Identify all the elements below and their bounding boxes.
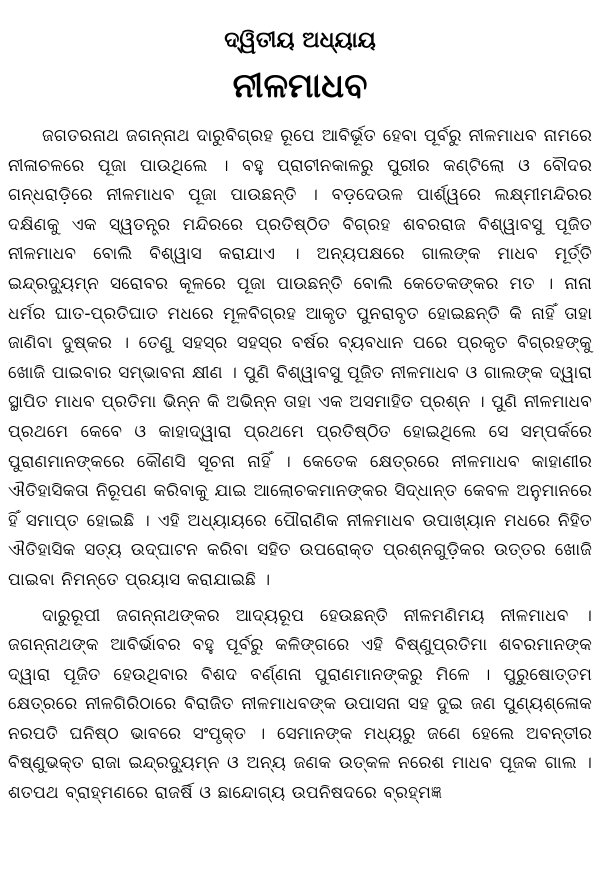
chapter-title: ନୀଳମାଧବ — [232, 66, 368, 106]
body-paragraph-2: ଦାରୁରୂପୀ ଜଗନ୍ନାଥଙ୍କର ଆଦ୍ୟରୂପ ହେଉଛନ୍ତି ନୀଳମଣିମୟ ନୀଳମାଧବ । ଜଗନ୍ନାଥଙ୍କ ଆବିର୍ଭାବର ବହୁ ପୂର୍ବରୁ କଳିଙ୍ଗରେ ଏହି ବିଷ୍ଣୁପ୍ରତିମା ଶବରମାନଙ୍କ ଦ୍ୱାରା ପୂଜିତ ହେଉଥିବାର ବିଶଦ ବର୍ଣ୍ଣନା ପୁରାଣମାନଙ୍କରୁ ମିଳେ । ପୁରୁଷୋତ୍ତମ କ୍ଷେତ୍ରରେ ନୀଳଗିରିଠାରେ ବିରାଜିତ ନୀଳମାଧବଙ୍କ ଉପାସନା ସହ ଦୁଇ ଜଣ ପୁଣ୍ୟଶ୍ଳୋକ ନରପତି ଘନିଷ୍ଠ ଭାବରେ ସଂପୃକ୍ତ । ସେମାନଙ୍କ ମଧ୍ୟରୁ ଜଣେ ହେଲେ ଅବନ୍ତୀର ବିଷ୍ଣୁଭକ୍ତ ରାଜା ଇନ୍ଦ୍ରଦ୍ୟୁମ୍ନ ଓ ଅନ୍ୟ ଜଣକ ଉତ୍କଳ ନରେଶ ମାଧବ ପୂଜକ ଗାଲ । ଶତପଥ ବ୍ରାହ୍ମଣରେ ରାଜର୍ଷି ଓ ଛାନ୍ଦୋଗ୍ୟ ଉପନିଷଦରେ ବ୍ରହ୍ମଜ୍ଞ — [8, 605, 592, 804]
body-paragraph-1: ଜଗତରନାଥ ଜଗନ୍ନାଥ ଦାରୁବିଗ୍ରହ ରୂପେ ଆବିର୍ଭୂତ ହେବା ପୂର୍ବରୁ ନୀଳମାଧବ ନାମରେ ନୀଳାଚଳରେ ପୂଜା ପାଉଥିଲେ । ବହୁ ପ୍ରାଚୀନକାଳରୁ ପୁରୀର କଣ୍ଟିଲୋ ଓ ବୌଦର ଗନ୍ଧରାଡ଼ିରେ ନୀଳମାଧବ ପୂଜା ପାଉଛନ୍ତି । ବଡ଼ଦେଉଳ ପାର୍ଶ୍ୱରେ ଲକ୍ଷ୍ମୀମନ୍ଦିରର ଦକ୍ଷିଣକୁ ଏକ ସ୍ୱତନ୍ତ୍ର ମନ୍ଦିରରେ ପ୍ରତିଷ୍ଠିତ ବିଗ୍ରହ ଶବରରାଜ ବିଶ୍ୱାବସୁ ପୂଜିତ ନୀଳମାଧବ ବୋଲି ବିଶ୍ୱାସ କରାଯାଏ । ଅନ୍ୟପକ୍ଷରେ ଗାଲଙ୍କ ମାଧବ ମୂର୍ତ୍ତି ଇନ୍ଦ୍ରଦ୍ୟୁମ୍ନ ସରୋବର କୂଳରେ ପୂଜା ପାଉଛନ୍ତି ବୋଲି କେତେକଙ୍କର ମତ । ନାନା ଧର୍ମର ଘାତ-ପ୍ରତିଘାତ ମଧରେ ମୂଳବିଗ୍ରହ ଆକୃତ ପୁନରାବୃତ ହୋଇଛନ୍ତି କି ନାହିଁ ତାହା ଜାଣିବା ଦୁଷ୍କର । ତେଣୁ ସହସ୍ର ସହସ୍ର ବର୍ଷର ବ୍ୟବଧାନ ପରେ ପ୍ରକୃତ ବିଗ୍ରହଙ୍କୁ ଖୋଜି ପାଇବାର ସମ୍ଭାବନା କ୍ଷୀଣ । ପୁଣି ବିଶ୍ୱାବସୁ ପୂଜିତ ନୀଳମାଧବ ଓ ଗାଲଙ୍କ ଦ୍ୱାରା ସ୍ଥାପିତ ମାଧବ ପ୍ରତିମା ଭିନ୍ନ କି ଅଭିନ୍ନ ତାହା ଏକ ଅସମାହିତ ପ୍ରଶ୍ନ । ପୁଣି ନୀଳମାଧବ ପ୍ରଥମେ କେବେ ଓ କାହାଦ୍ୱାରା ପ୍ରଥମେ ପ୍ରତିଷ୍ଠିତ ହୋଇଥିଲେ ସେ ସମ୍ପର୍କରେ ପୁରାଣମାନଙ୍କରେ କୌଣସି ସୂଚନା ନାହିଁ । କେତେକ କ୍ଷେତ୍ରରେ ନୀଳମାଧବ କାହାଣୀର ଐତିହାସିକତା ନିରୂପଣ କରିବାକୁ ଯାଇ ଆଲୋଚକମାନଙ୍କର ସିଦ୍ଧାନ୍ତ କେବଳ ଅନୁମାନରେ ହିଁ ସମାପ୍ତ ହୋଇଛି । ଏହି ଅଧ୍ୟାୟରେ ପୌରାଣିକ ନୀଳମାଧବ ଉପାଖ୍ୟାନ ମଧରେ ନିହିତ ଐତିହାସିକ ସତ୍ୟ ଉଦ୍‌ଘାଟନ କରିବା ସହିତ ଉପରୋକ୍ତ ପ୍ରଶ୍ନଗୁଡ଼ିକର ଉତ୍ତର ଖୋଜି ପାଇବା ନିମନ୍ତେ ପ୍ରୟାସ କରାଯାଇଛି । — [8, 126, 592, 590]
chapter-label: ଦ୍ୱିତୀୟ ଅଧ୍ୟାୟ — [224, 28, 376, 53]
